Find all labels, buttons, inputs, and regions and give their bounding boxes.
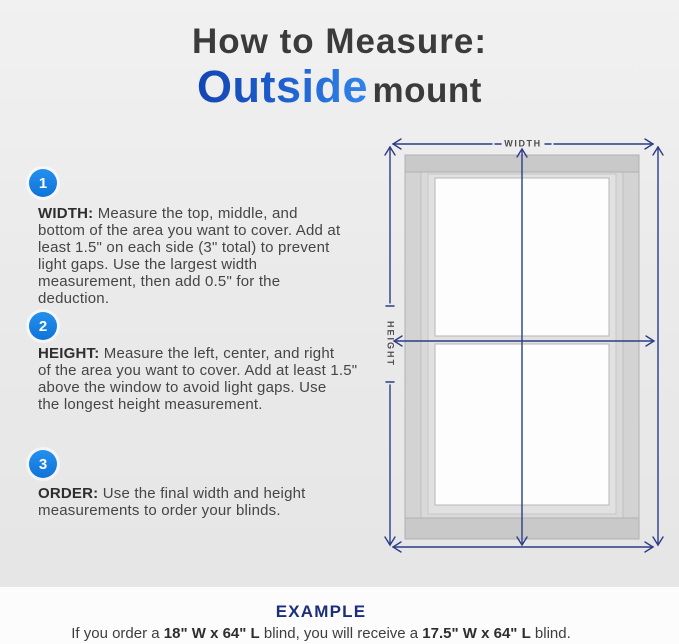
right-height-arrow <box>653 147 663 545</box>
step-3-label: ORDER: <box>38 485 99 502</box>
title-suffix: mount <box>372 70 482 110</box>
width-label: WIDTH <box>504 138 542 149</box>
step-3-number: 3 <box>38 455 48 473</box>
step-line: WIDTH: Measure the top, middle, and <box>38 205 298 222</box>
step-line: deduction. <box>38 290 110 307</box>
example-prefix: If you order a <box>71 625 164 642</box>
step-1-label: WIDTH: <box>38 205 94 222</box>
example-ordered-size: 18" W x 64" L <box>163 625 260 642</box>
step-line: least 1.5" on each side (3" total) to prevent <box>38 239 330 256</box>
step-line: measurement, then add 0.5" for the <box>38 273 281 290</box>
step-line: above the window to avoid light gaps. Use <box>38 379 327 396</box>
step-3-badge <box>29 450 57 478</box>
step-line: ORDER: Use the final width and height <box>38 485 306 502</box>
page-title <box>0 24 679 110</box>
step-3-text <box>38 485 306 519</box>
step-2-text <box>38 345 357 413</box>
step-2-label: HEIGHT: <box>38 345 100 362</box>
step-line: HEIGHT: Measure the left, center, and right <box>38 345 335 362</box>
example-heading: EXAMPLE <box>275 602 367 621</box>
step-1-text <box>38 205 340 307</box>
example-middle: blind, you will receive a <box>259 625 423 642</box>
step-2-badge <box>29 312 57 340</box>
step-line: measurements to order your blinds. <box>38 502 281 519</box>
example-sentence <box>0 625 642 642</box>
step-1-number: 1 <box>38 174 48 192</box>
step-line: of the area you want to cover. Add at least 1.5" <box>38 362 358 379</box>
example-section <box>0 587 679 644</box>
window-measure-diagram <box>378 130 678 562</box>
title-highlight: Outside <box>197 60 369 112</box>
example-received-size: 17.5" W x 64" L <box>422 625 531 642</box>
step-line: light gaps. Use the largest width <box>38 256 258 273</box>
step-1-badge <box>29 169 57 197</box>
step-line: the longest height measurement. <box>38 396 263 413</box>
example-suffix: blind. <box>530 625 571 642</box>
title-line2 <box>0 60 679 112</box>
step-2-number: 2 <box>38 317 48 335</box>
title-line1: How to Measure: <box>191 22 488 61</box>
step-line: bottom of the area you want to cover. Add at <box>38 222 341 239</box>
height-label: HEIGHT <box>385 320 396 368</box>
